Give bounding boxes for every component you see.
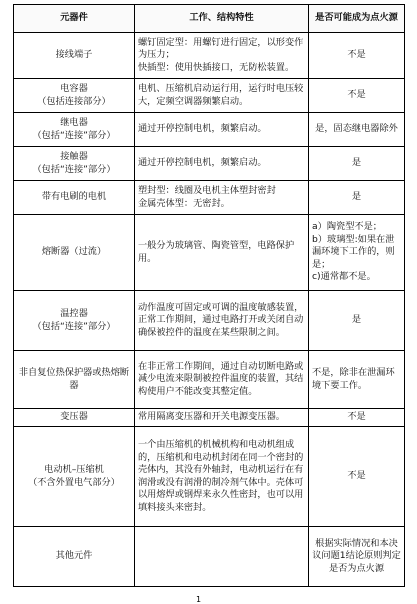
component-feature: 塑封型：线圈及电机主体塑封密封 金属壳体型：无密封。 — [135, 181, 309, 215]
header-component: 元器件 — [14, 5, 135, 33]
component-feature: 通过开停控制电机，频繁启动。 — [135, 147, 309, 181]
component-name: 带有电刷的电机 — [14, 181, 135, 215]
table-row — [14, 409, 405, 427]
ignition-risk: 是 — [309, 291, 405, 351]
table-row — [14, 291, 405, 351]
ignition-risk: 不是，除非在泄漏环境下要工作。 — [309, 351, 405, 409]
table-row — [14, 427, 405, 527]
header-ignition: 是否可能成为点火源 — [309, 5, 405, 33]
component-feature: 在非正常工作期间，通过自动切断电路或减少电流来限制被控件温度的装置，其结构使用户不能改变其整定值。 — [135, 351, 309, 409]
page-mark: 1 — [196, 595, 202, 604]
ignition-risk: 不是 — [309, 427, 405, 527]
component-name: 熔断器（过流） — [14, 215, 135, 291]
ignition-risk: 不是 — [309, 79, 405, 113]
component-name: 接线端子 — [14, 33, 135, 79]
component-name: 电容器 （包括连接部分） — [14, 79, 135, 113]
ignition-risk: 是 — [309, 181, 405, 215]
ignition-risk: 不是 — [309, 409, 405, 427]
component-feature: 一般分为玻璃管、陶瓷管型，电路保护用。 — [135, 215, 309, 291]
table-row — [14, 181, 405, 215]
component-feature: 动作温度可固定或可调的温度敏感装置，正常工作期间，通过电路打开或关闭自动确保被控件的温度在某些限制之间。 — [135, 291, 309, 351]
component-name: 电动机–压缩机 （不含外置电气部分） — [14, 427, 135, 527]
component-name: 变压器 — [14, 409, 135, 427]
component-name: 非自复位热保护器或热熔断器 — [14, 351, 135, 409]
component-feature — [135, 527, 309, 587]
component-feature: 常用隔离变压器和开关电源变压器。 — [135, 409, 309, 427]
component-name: 其他元件 — [14, 527, 135, 587]
table-row — [14, 33, 405, 79]
header-feature: 工作、结构特性 — [135, 5, 309, 33]
table-row — [14, 147, 405, 181]
table-row — [14, 215, 405, 291]
component-feature: 螺钉固定型：用螺钉进行固定，以形变作为压力； 快插型：使用快插接口，无防松装置。 — [135, 33, 309, 79]
table-row — [14, 527, 405, 587]
ignition-risk: a）陶瓷型不是； b）玻璃型:如果在泄漏环境下工作的，则是； c)通常都不是。 — [309, 215, 405, 291]
ignition-risk: 是，固态继电器除外 — [309, 113, 405, 147]
table-row — [14, 79, 405, 113]
ignition-risk: 根据实际情况和本决议问题1结论原则判定是否为点火源 — [309, 527, 405, 587]
component-name: 接触器 （包括“连接”部分） — [14, 147, 135, 181]
component-feature: 通过开停控制电机，频繁启动。 — [135, 113, 309, 147]
component-name: 继电器 （包括“连接”部分） — [14, 113, 135, 147]
component-name: 温控器 （包括“连接”部分） — [14, 291, 135, 351]
table-row — [14, 351, 405, 409]
ignition-risk: 不是 — [309, 33, 405, 79]
components-table — [13, 4, 405, 587]
table-row — [14, 113, 405, 147]
component-feature: 电机、压缩机启动运行用，运行时电压较大，定频空调器频繁启动。 — [135, 79, 309, 113]
ignition-risk: 是 — [309, 147, 405, 181]
header-row — [14, 5, 405, 33]
component-feature: 一个由压缩机的机械机构和电动机组成的，压缩机和电动机封闭在同一个密封的壳体内，其没有外轴封，电动机运行在有润滑或没有润滑的制冷剂气体中。壳体可以用熔焊或钢焊来永久性密封，也可以用填料接头来密封。 — [135, 427, 309, 527]
